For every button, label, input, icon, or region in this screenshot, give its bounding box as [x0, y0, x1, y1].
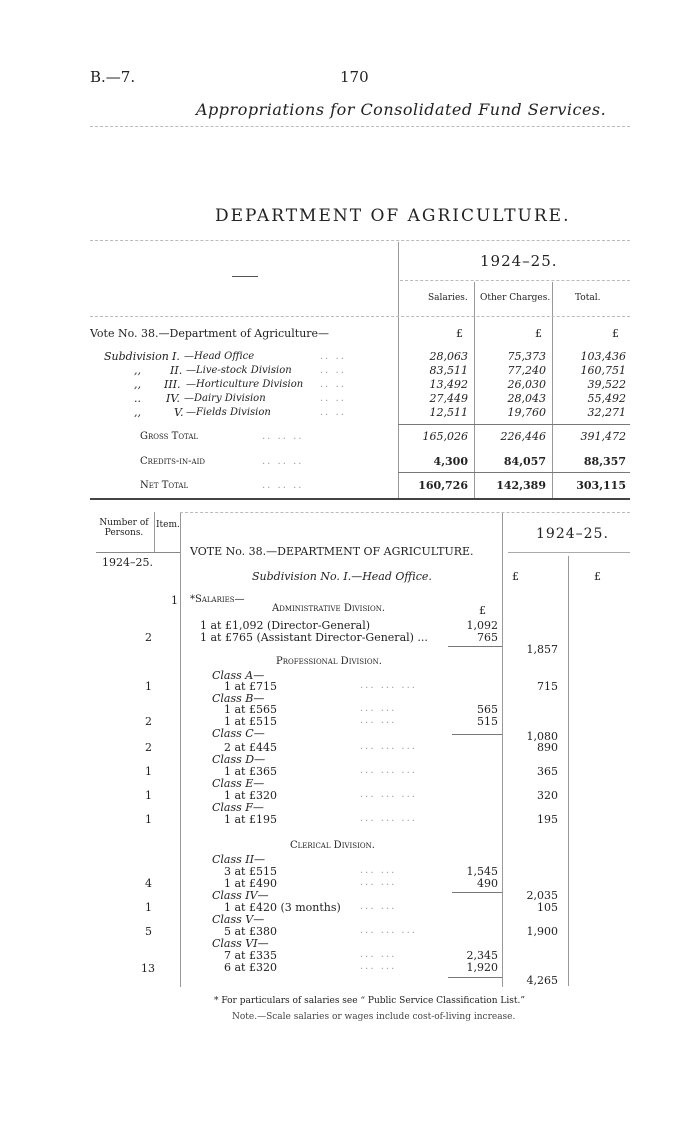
short-rule	[232, 276, 258, 277]
col-other-header: Other Charges.	[480, 293, 551, 303]
page-number: 170	[340, 68, 369, 86]
detail-year-right: 1924–25.	[536, 526, 609, 542]
col-number-header: Number of Persons.	[99, 518, 149, 538]
col-total-header: Total.	[575, 293, 601, 303]
subdivision-title: Subdivision No. I.—Head Office.	[252, 570, 432, 583]
detail-year-left: 1924–25.	[102, 556, 153, 569]
prof-heading: Professional Division.	[276, 656, 382, 667]
item-number: 1	[171, 594, 178, 607]
footnote: * For particulars of salaries see “ Public Service Classification List.”	[214, 996, 525, 1006]
currency-salaries: £	[456, 327, 463, 340]
clerical-heading: Clerical Division.	[290, 840, 375, 851]
admin-heading: Administrative Division.	[272, 603, 386, 614]
summary-year: 1924–25.	[480, 252, 558, 270]
salaries-label: *Salaries—	[190, 594, 245, 605]
vote-label: Vote No. 38.—Department of Agriculture—	[90, 327, 330, 340]
report-code: B.—7.	[90, 68, 136, 86]
note: Note.—Scale salaries or wages include cost-of-living increase.	[232, 1012, 516, 1022]
col-item-header: Item.	[156, 520, 180, 530]
department-title: DEPARTMENT OF AGRICULTURE.	[215, 206, 571, 226]
page-title: Appropriations for Consolidated Fund Services.	[196, 100, 607, 119]
currency-other: £	[535, 327, 542, 340]
col-salaries-header: Salaries.	[428, 293, 468, 303]
header-rule	[90, 126, 630, 127]
vote-title: VOTE No. 38.—DEPARTMENT OF AGRICULTURE.	[190, 545, 474, 558]
currency-total: £	[612, 327, 619, 340]
